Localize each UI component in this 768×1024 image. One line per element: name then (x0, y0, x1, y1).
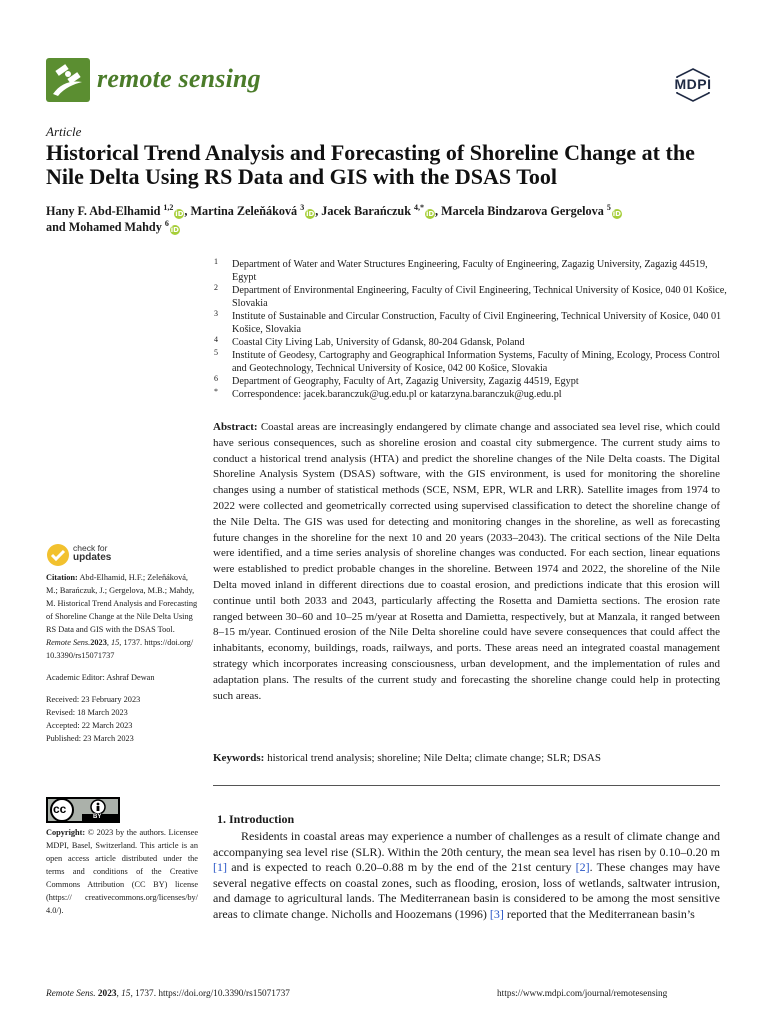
citation-volume: 15 (111, 638, 120, 647)
orcid-icon[interactable]: iD (612, 210, 621, 218)
intro-text: . These changes may have several negative effects on coastal zones, such as flooding, erosion, loss of wetlands, saltwater intrusion, and damage to agricultural lands. The Mediterranean basin is considered to be among the most sensitive areas to climate change. Nicholls and Hoozemans (1996) (213, 860, 720, 921)
affiliation-item (212, 284, 732, 310)
citation-journal: Remote Sens. (46, 638, 91, 647)
copyright-text: © 2023 by the authors. Licensee MDPI, Basel, Switzerland. This article is an open access article distributed under the terms and conditions of the Creative Commons Attribution (CC BY) license (https:// creativecommons.org/licenses/by/ 4.0/). (46, 828, 199, 915)
sidebar (46, 571, 198, 745)
citation-doi[interactable]: , 1737. https://doi.org/ 10.3390/rs15071737 (46, 638, 194, 660)
copyright-notice (46, 826, 198, 917)
author-name[interactable]: Martina Zeleňáková (190, 204, 298, 218)
affiliation-text: Department of Water and Water Structures Engineering, Faculty of Engineering, Zagazig University, Zagazig 44519, Egypt (232, 259, 708, 283)
intro-text: reported that the Mediterranean basin’s (503, 906, 695, 921)
citation-ref[interactable]: [2] (575, 860, 590, 875)
academic-editor: Academic Editor: Ashraf Dewan (46, 673, 155, 682)
cc-by-license-badge[interactable] (46, 797, 120, 823)
citation-text: Abd-Elhamid, H.F.; Zeleňáková, M.; Barańczuk, J.; Gergelova, M.B.; Mahdy, M. Historical Trend Analysis and Forecasting of Shoreline Change at the Nile Delta Using RS Data and GIS with the DSAS Tool. (46, 573, 198, 634)
footer-volume: 15 (121, 989, 131, 999)
check-for-updates-button[interactable] (46, 543, 126, 567)
footer-year: 2023 (97, 989, 117, 999)
affiliations (212, 258, 732, 401)
author-affil-sup: 1,2 (163, 202, 174, 212)
footer-citation: Remote Sens. 2023, 15, 1737. https://doi.org/10.3390/rs15071737 (46, 989, 290, 999)
and-word: and (46, 220, 66, 234)
article-type: Article (46, 124, 82, 139)
section-divider (213, 785, 720, 786)
author-name[interactable]: Mohamed Mahdy (68, 220, 162, 234)
orcid-icon[interactable]: iD (306, 210, 315, 218)
citation-ref[interactable]: [1] (213, 860, 227, 875)
affiliation-text: Department of Environmental Engineering, Faculty of Civil Engineering, Technical University of Kosice, 040 01 Košice, Slovakia (232, 285, 727, 309)
section-heading: 1. Introduction (217, 812, 295, 826)
check-updates-line1: check for (73, 543, 108, 553)
check-updates-icon (46, 543, 70, 567)
correspondence (212, 388, 732, 401)
author-affil-sup: 6 (164, 218, 169, 228)
abstract (213, 420, 720, 704)
affiliation-item (212, 336, 732, 349)
keywords-text: historical trend analysis; shoreline; Nile Delta; climate change; SLR; DSAS (267, 752, 601, 764)
affiliation-number: * (214, 387, 218, 396)
correspondence-text[interactable]: Correspondence: jacek.baranczuk@ug.edu.pl or katarzyna.baranczuk@ug.edu.pl (232, 389, 562, 400)
author-affil-sup: 4,* (414, 202, 425, 212)
affiliation-text: Institute of Sustainable and Circular Construction, Faculty of Civil Engineering, Technical University of Kosice, 040 01 Košice, Slovakia (232, 311, 722, 335)
abstract-label: Abstract: (213, 421, 258, 433)
intro-text: Residents in coastal areas may experience a number of challenges as a result of climate change and accompanying sea level rise (SLR). Within the 20th century, the mean sea level has risen by 0.10–0.20 m (213, 829, 720, 859)
received-date: Received: 23 February 2023 (46, 695, 141, 704)
affiliation-number: 6 (214, 374, 218, 383)
affiliation-text: Department of Geography, Faculty of Art, Zagazig University, Zagazig 44519, Egypt (232, 376, 579, 387)
author-affil-sup: 5 (606, 202, 611, 212)
author-list: Hany F. Abd-Elhamid $^{1,2}$iD, Martina Zeleňáková $^3$iD, Jacek Barańczuk $^{4,*}$iD, Marcela Bindzarova Gergelova $^5$iD and Mohamed Mahdy $^6$iD (46, 202, 621, 234)
intro-text: and is expected to reach 0.20–0.88 m by the end of the 21st century (227, 860, 576, 875)
orcid-icon[interactable]: iD (425, 210, 435, 218)
citation: Citation: Abd-Elhamid, H.F.; Zeleňáková, M.; Barańczuk, J.; Gergelova, M.B.; Mahdy, M. Historical Trend Analysis and Forecasting of Shoreline Change at the Nile Delta Using RS Data and GIS with the DSAS Tool. Remote Sens.2023, 15, 1737. https://doi.org/ 10.3390/rs15071737 (46, 573, 198, 660)
accepted-date: Accepted: 22 March 2023 (46, 721, 133, 730)
footer-journal-url[interactable]: https://www.mdpi.com/journal/remotesensing (497, 989, 668, 999)
affiliation-number: 3 (214, 309, 218, 318)
by-text: BY (93, 814, 102, 820)
footer-doi[interactable]: , 1737. https://doi.org/10.3390/rs15071737 (130, 989, 290, 999)
affiliation-item (212, 375, 732, 388)
footer-journal: Remote Sens. (46, 989, 96, 999)
keywords (213, 751, 720, 766)
affiliation-item (212, 310, 732, 336)
copyright-label: Copyright: (46, 828, 86, 837)
cc-text: cc (53, 802, 67, 816)
affiliation-item (212, 349, 732, 375)
orcid-icon[interactable]: iD (175, 210, 184, 218)
journal-logo-icon (46, 58, 90, 102)
abstract-text: Coastal areas are increasingly endangered by climate change and associated sea level rise, which could have serious consequences, such as shoreline erosion and coastal city submergence. The current study aims to conduct a historical trend analysis (HTA) and predict the shoreline changes of the Nile Delta coasts. The Digital Shoreline Analysis System (DSAS) software, with the GIS environment, is used for monitoring the shoreline changes using a number of statistical methods (SCE, NSM, EPR, WLR and LRR). Satellite images from 1974 to 2022 were collected and geometrically corrected using supervised classification to detect the shoreline change of the Nile Delta. The GIS was used for detecting and monitoring changes in the shoreline, as well as forecasting future changes in the shoreline for the next 10 and 20 years (2033–2043). The critical sections of the Nile Delta were identified, and a time series analysis of shoreline changes was conducted. For each section, linear equations were established to predict probable changes in the shoreline. Between 1974 and 2022, the shoreline of the Nile Delta moved inland in different directions due to coastal erosion, and predictions indicate that this erosion will continue until both 2033 and 2043, particularly affecting the Rosetta and Damietta sections. The erosion rate ranged between 30–60 and 10–25 m/year at Rosetta and Damietta, respectively, but at Manzala, it ranged between 8–15 m/year. Continued erosion of the Nile Delta shoreline could have severe consequences that could affect the inhabitants, economy, buildings, roads, railways, and ports. These areas need an integrated coastal management strategy which incorporates increasing consciousness, urban development, and the implementation of rules and adaptation plans. The results of the current study and forecasting the shoreline change could help in protecting such areas. (213, 421, 720, 702)
citation-ref[interactable]: [3] (489, 906, 504, 921)
affiliation-item (212, 258, 732, 284)
intro-paragraph (213, 829, 720, 923)
published-date: Published: 23 March 2023 (46, 734, 134, 743)
citation-year: 2023 (90, 638, 107, 647)
affiliation-text: Institute of Geodesy, Cartography and Geographical Information Systems, Faculty of Mining, Ecology, Process Control and Geotechnology, Technical University of Kosice, 042 00 Košice, Slovakia (232, 350, 720, 374)
affiliation-number: 1 (214, 257, 218, 266)
affiliation-number: 4 (214, 335, 218, 344)
affiliation-number: 5 (214, 348, 218, 357)
journal-name: remote sensing (97, 64, 261, 93)
keywords-label: Keywords: (213, 752, 265, 764)
check-updates-line2: updates (73, 552, 112, 563)
citation-label: Citation: (46, 573, 78, 582)
author-name[interactable]: Jacek Barańczuk (321, 204, 411, 218)
author-name[interactable]: Hany F. Abd-Elhamid (46, 204, 161, 218)
orcid-icon[interactable]: iD (170, 226, 179, 234)
author-affil-sup: 3 (300, 202, 305, 212)
author-name[interactable]: Marcela Bindzarova Gergelova (441, 204, 604, 218)
revised-date: Revised: 18 March 2023 (46, 708, 128, 717)
affiliation-number: 2 (214, 283, 218, 292)
paper-title: Historical Trend Analysis and Forecasting of Shoreline Change at the Nile Delta Using RS Data and GIS with the DSAS Tool (46, 140, 695, 189)
publisher-name: MDPI (674, 76, 712, 92)
affiliation-text: Coastal City Living Lab, University of Gdansk, 80-204 Gdansk, Poland (232, 337, 525, 348)
